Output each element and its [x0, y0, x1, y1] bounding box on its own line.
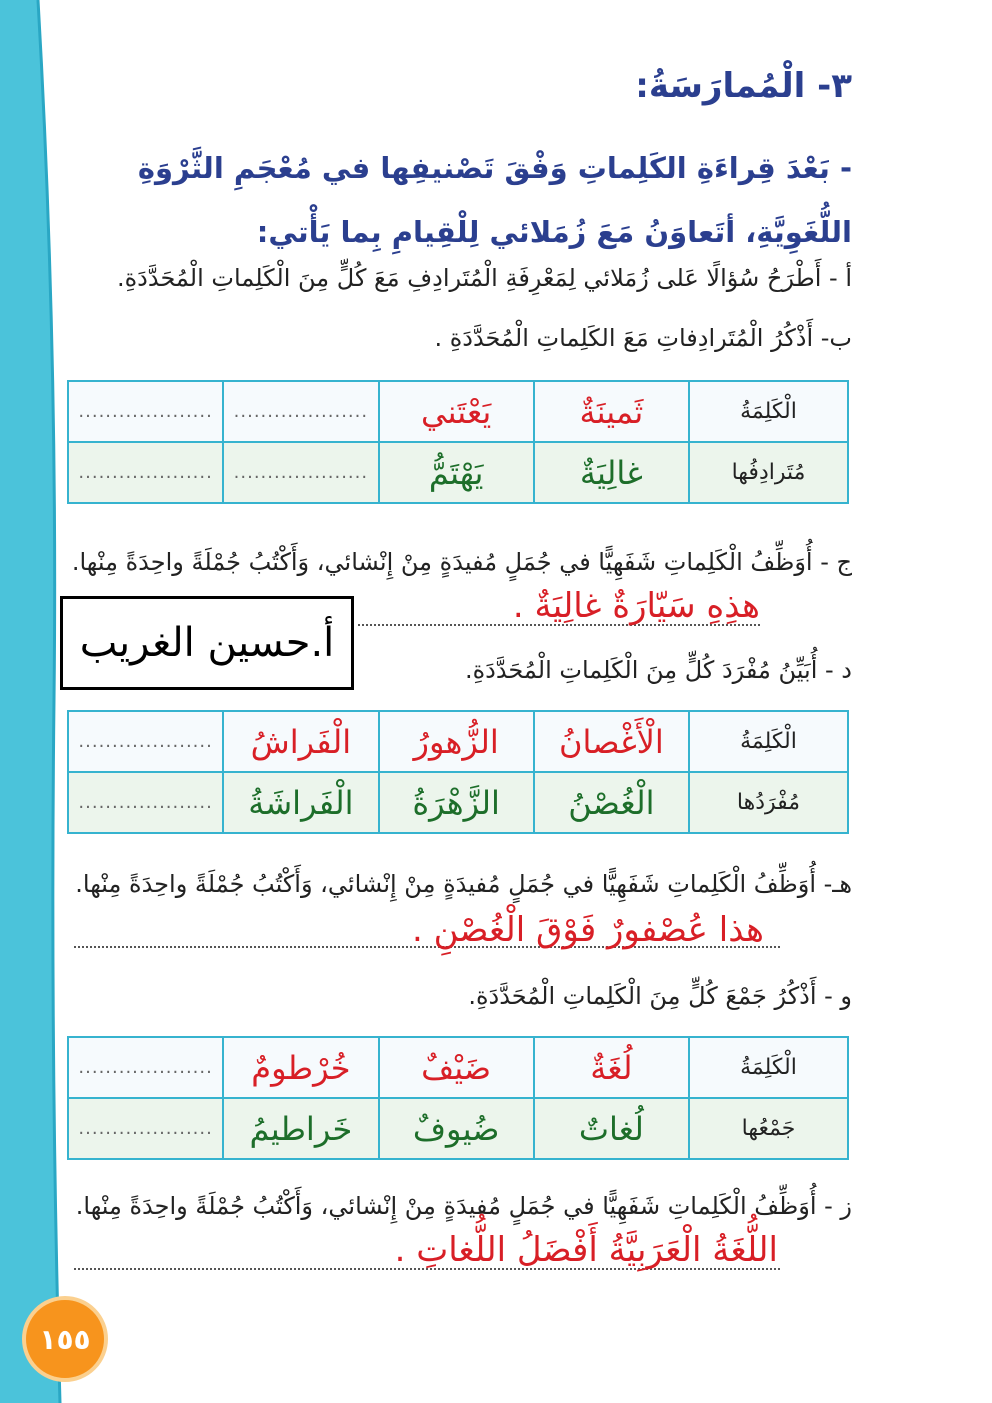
word-cell: الْأَغْصانُ — [558, 722, 664, 761]
word-header: الْكَلِمَةُ — [689, 1037, 848, 1098]
answer-h[interactable]: هذا عُصْفورٌ فَوْقَ الْغُصْنِ . — [412, 910, 764, 950]
section-heading: ٣- الْمُمارَسَةُ: — [635, 66, 852, 106]
synonym-cell: غالِيَةٌ — [579, 453, 643, 492]
plural-cell: ضُيوفٌ — [412, 1109, 500, 1148]
singular-cell: الزَّهْرَةُ — [412, 783, 500, 822]
blank-cell[interactable]: .................... — [78, 792, 213, 813]
instruction-d: د - أُبَيِّنُ مُفْرَدَ كُلٍّ مِنَ الْكَلِماتِ الْمُحَدَّدَةِ. — [464, 656, 852, 684]
instruction-z: ز - أُوَظِّفُ الْكَلِماتِ شَفَهِيًّا في جُمَلٍ مُفيدَةٍ مِنْ إِنْشائي، وَأَكْتُبُ جُمْلَةً واحِدَةً مِنْها. — [75, 1192, 852, 1220]
blank-cell[interactable]: .................... — [233, 462, 369, 483]
answer-z[interactable]: اللُّغَةُ الْعَرَبِيَّةُ أَفْضَلُ اللُّغاتِ . — [394, 1230, 778, 1270]
singular-table — [67, 710, 849, 834]
word-cell: ضَيْفٌ — [421, 1048, 492, 1087]
instruction-a: أ - أَطْرَحُ سُؤالًا عَلى زُمَلائي لِمَعْرِفَةِ الْمُتَرادِفِ مَعَ كُلٍّ مِنَ الْكَلِماتِ الْمُحَدَّدَةِ. — [116, 264, 852, 292]
instruction-h: هـ- أُوَظِّفُ الْكَلِماتِ شَفَهِيًّا في جُمَلٍ مُفيدَةٍ مِنْ إِنْشائي، وَأَكْتُبُ جُمْلَةً واحِدَةً مِنْها. — [75, 870, 852, 898]
table-row — [68, 381, 848, 442]
side-decorative-band — [0, 0, 62, 1403]
answer-j[interactable]: هذِهِ سَيّارَةٌ غالِيَةٌ . — [512, 586, 760, 626]
plural-cell: لُغاتٌ — [578, 1109, 644, 1148]
blank-cell[interactable]: .................... — [233, 401, 369, 422]
word-cell: الْفَراشُ — [250, 722, 352, 761]
word-cell: الزُّهورُ — [413, 722, 499, 761]
word-header: الْكَلِمَةُ — [689, 381, 848, 442]
plural-table — [67, 1036, 849, 1160]
word-header: الْكَلِمَةُ — [689, 711, 848, 772]
blank-cell[interactable]: .................... — [78, 1118, 213, 1139]
plural-header: جَمْعُها — [689, 1098, 848, 1159]
table-row — [68, 711, 848, 772]
instruction-b: ب- أَذْكُرُ الْمُتَرادِفاتِ مَعَ الكَلِماتِ الْمُحَدَّدَةِ . — [434, 324, 852, 352]
blank-cell[interactable]: .................... — [78, 1057, 213, 1078]
table-row — [68, 1037, 848, 1098]
plural-cell: خَراطيمُ — [249, 1109, 353, 1148]
synonyms-table — [67, 380, 849, 504]
table-row — [68, 772, 848, 833]
blank-cell[interactable]: .................... — [78, 401, 213, 422]
author-name-box: أ.حسين الغريب — [60, 596, 354, 690]
table-row — [68, 442, 848, 503]
page-number-badge — [22, 1296, 108, 1382]
synonym-cell: يَهْتَمُّ — [428, 453, 484, 492]
word-cell: خُرْطومٌ — [251, 1048, 351, 1087]
synonym-header: مُتَرادِفُها — [689, 442, 848, 503]
blank-cell[interactable]: .................... — [78, 462, 213, 483]
singular-cell: الْفَراشَةُ — [248, 783, 354, 822]
page-number: ١٥٥ — [39, 1322, 91, 1356]
exercise-intro: - بَعْدَ قِراءَةِ الكَلِماتِ وَفْقَ تَصْنيفِها في مُعْجَمِ الثَّرْوَةِ اللُّغَوِيَّةِ، أتَعاوَنُ مَعَ زُمَلائي لِلْقِيامِ بِما يَأْتي: — [137, 151, 852, 249]
instruction-j: ج - أُوَظِّفُ الْكَلِماتِ شَفَهِيًّا في جُمَلٍ مُفيدَةٍ مِنْ إِنْشائي، وَأَكْتُبُ جُمْلَةً واحِدَةً مِنْها. — [71, 548, 852, 576]
singular-cell: الْغُصْنُ — [568, 783, 655, 822]
blank-cell[interactable]: .................... — [78, 731, 213, 752]
word-cell: ثَمينَةٌ — [579, 392, 644, 431]
word-cell: لُغَةٌ — [590, 1048, 633, 1087]
singular-header: مُفْرَدُها — [689, 772, 848, 833]
instruction-w: و - أَذْكُرُ جَمْعَ كُلٍّ مِنَ الْكَلِماتِ الْمُحَدَّدَةِ. — [468, 982, 852, 1010]
word-cell: يَعْتَني — [420, 392, 492, 431]
table-row — [68, 1098, 848, 1159]
